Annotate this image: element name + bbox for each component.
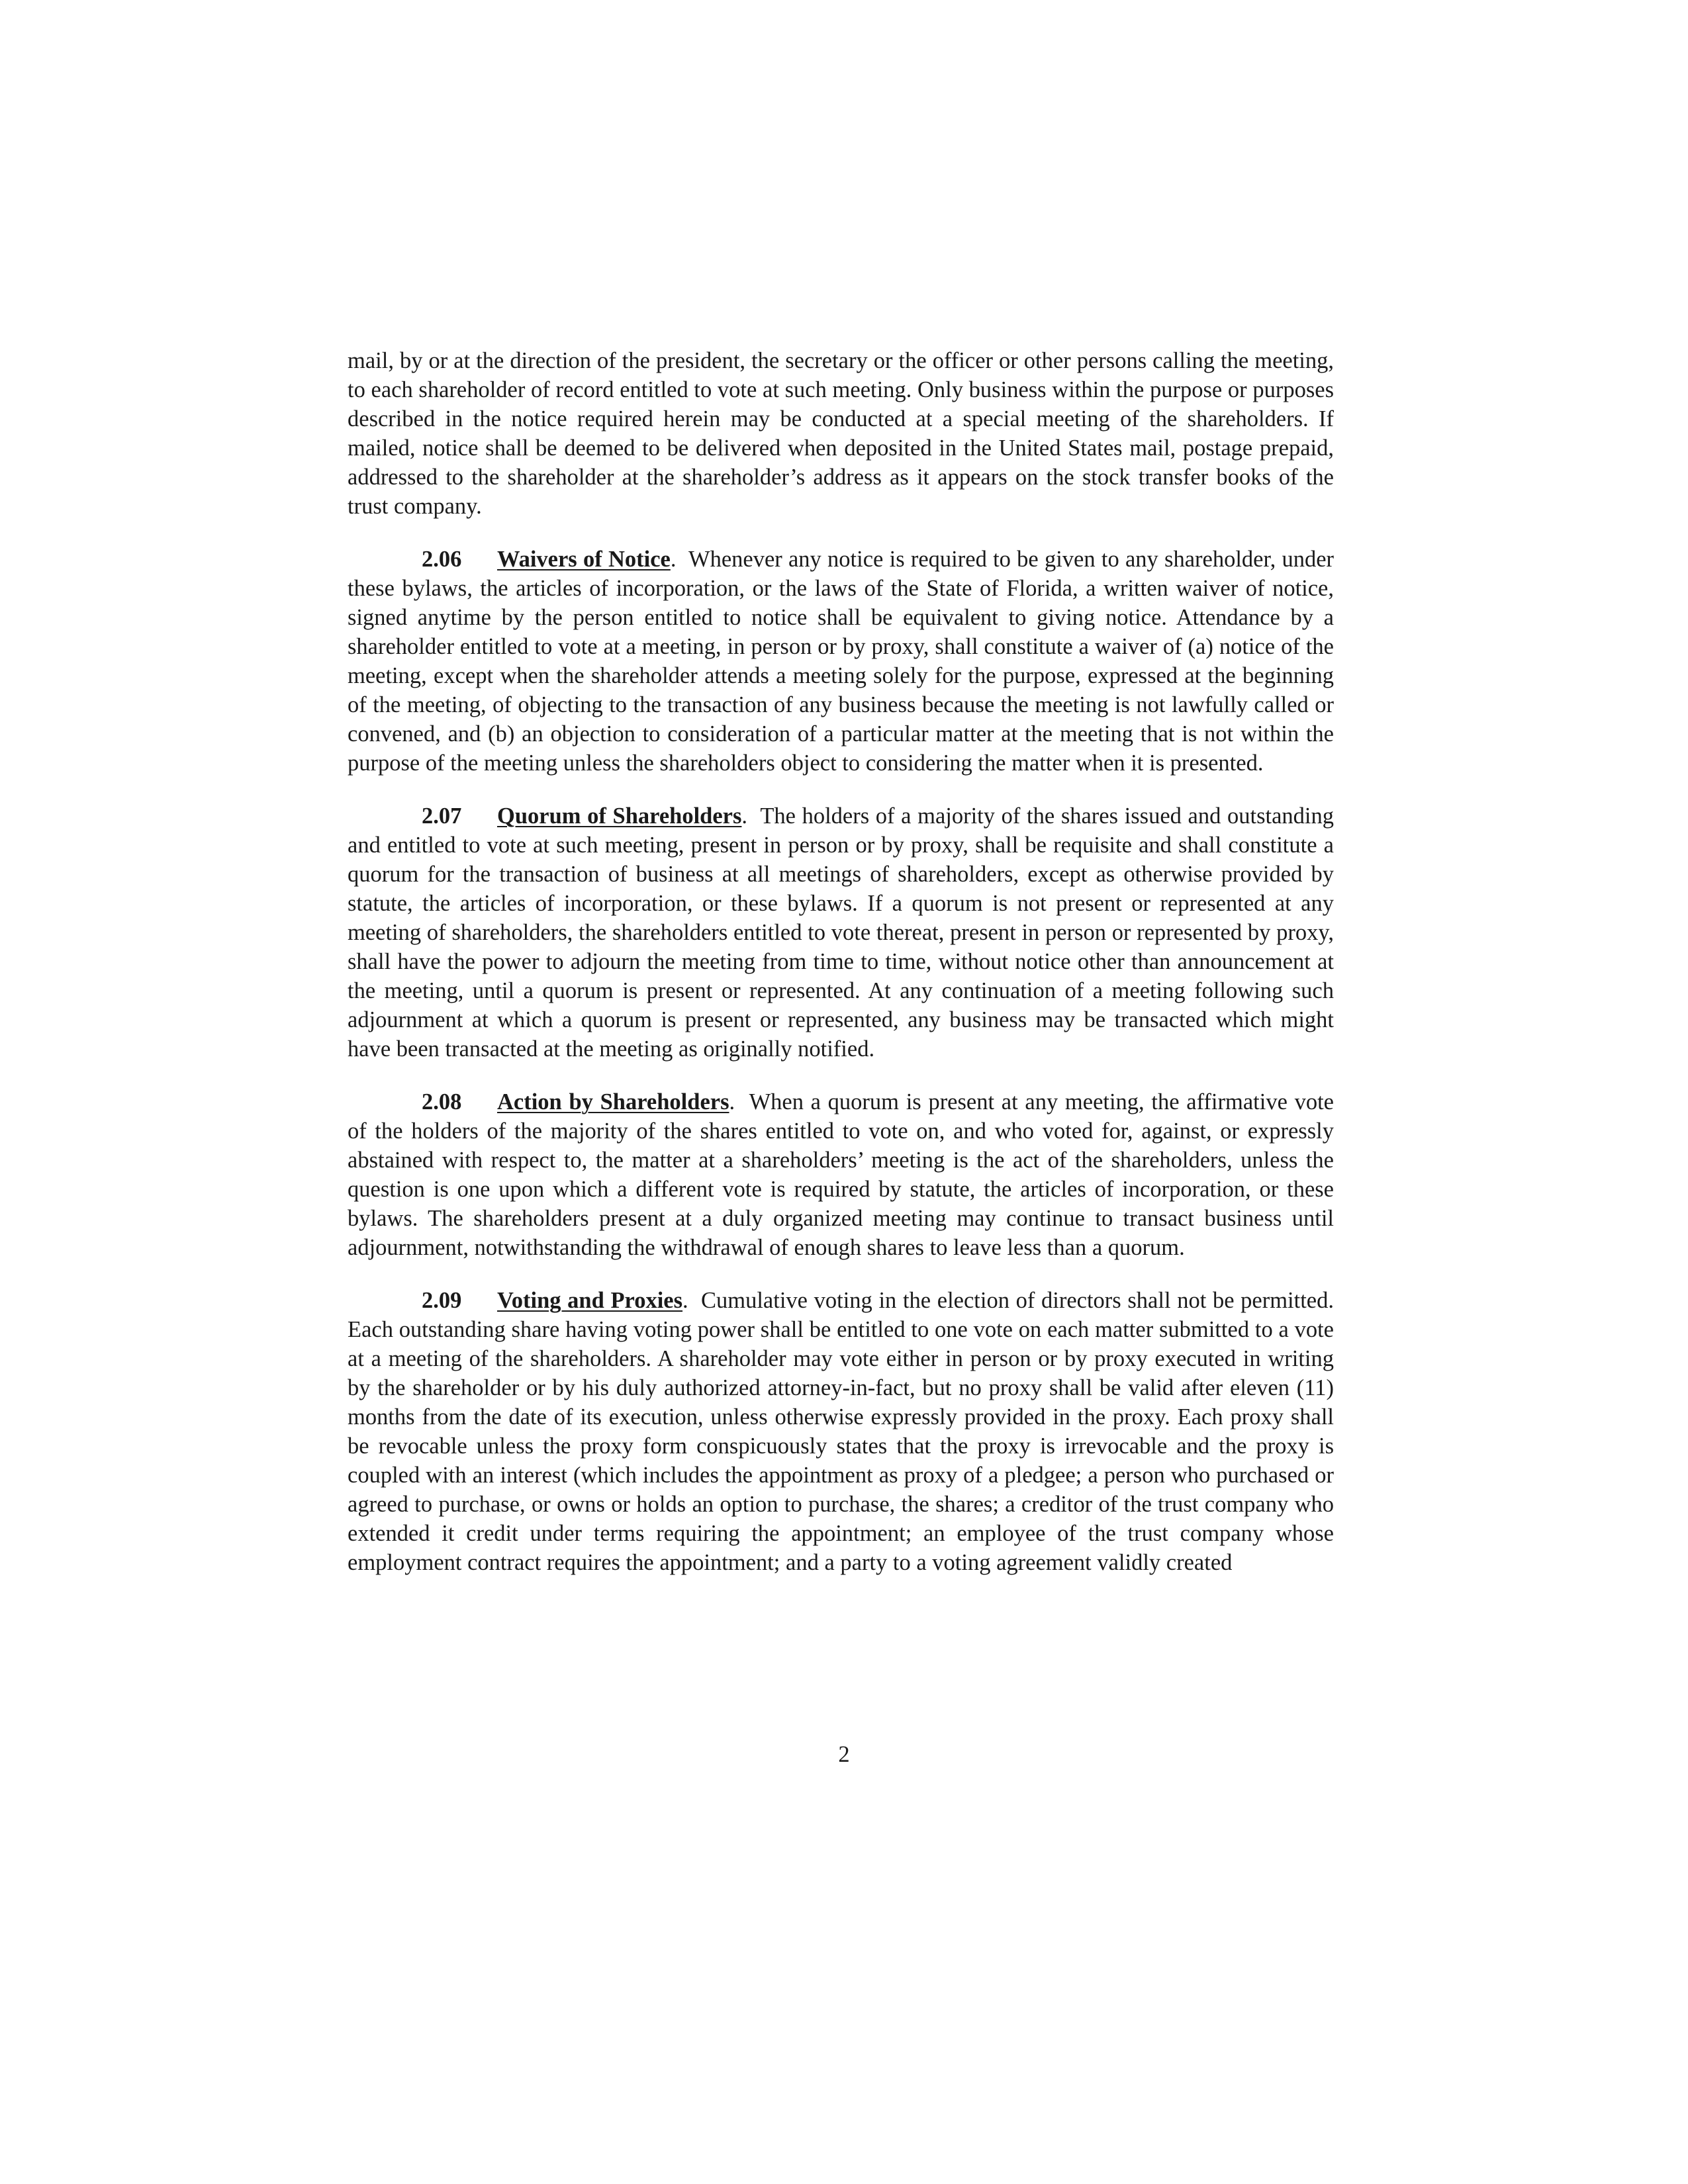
section-2-07 — [348, 801, 1334, 1064]
section-2-09 — [348, 1286, 1334, 1577]
section-number: 2.06 — [422, 547, 462, 572]
document-body — [348, 346, 1334, 1601]
section-title: Quorum of Shareholders — [497, 803, 742, 829]
section-2-08 — [348, 1087, 1334, 1262]
section-title: Voting and Proxies — [497, 1288, 683, 1313]
section-number: 2.09 — [422, 1288, 462, 1313]
section-title: Action by Shareholders — [497, 1089, 729, 1115]
continuation-paragraph: mail, by or at the direction of the president, the secretary or the officer or other persons calling the meeting, to each shareholder of record entitled to vote at such meeting. Only business within the purpose or purposes described in the notice required herein may be conducted at a special meeting of the shareholders. If mailed, notice shall be deemed to be delivered when deposited in the United States mail, postage prepaid, addressed to the shareholder at the shareholder’s address as it appears on the stock transfer books of the trust company. — [348, 348, 1334, 519]
title-period: . — [670, 547, 677, 572]
section-body: The holders of a majority of the shares issued and outstanding and entitled to vote at such meeting, present in person or by proxy, shall be requisite and shall constitute a quorum for the transaction of business at all meetings of shareholders, except as otherwise provided by statute, the articles of incorporation, or these bylaws. If a quorum is not present or represented at any meeting of shareholders, the shareholders entitled to vote thereat, present in person or represented by proxy, shall have the power to adjourn the meeting from time to time, without notice other than announcement at the meeting, until a quorum is present or represented. At any continuation of a meeting following such adjournment at which a quorum is present or represented, any business may be transacted which might have been transacted at the meeting as originally notified. — [348, 803, 1335, 1062]
section-2-06 — [348, 545, 1334, 778]
title-period: . — [741, 803, 748, 829]
title-period: . — [729, 1089, 735, 1115]
page-number: 2 — [838, 1742, 850, 1767]
section-body: Whenever any notice is required to be given to any shareholder, under these bylaws, the articles of incorporation, or the laws of the State of Florida, a written waiver of notice, signed anytime by the person entitled to notice shall be equivalent to giving notice. Attendance by a shareholder entitled to vote at a meeting, in person or by proxy, shall constitute a waiver of (a) notice of the meeting, except when the shareholder attends a meeting solely for the purpose, expressed at the beginning of the meeting, of objecting to the transaction of any business because the meeting is not lawfully called or convened, and (b) an objection to consideration of a particular matter at the meeting that is not within the purpose of the meeting unless the shareholders object to considering the matter when it is presented. — [348, 547, 1335, 776]
section-body: Cumulative voting in the election of directors shall not be permitted. Each outstanding share having voting power shall be entitled to one vote on each matter submitted to a vote at a meeting of the shareholders. A shareholder may vote either in person or by proxy executed in writing by the shareholder or by his duly authorized attorney-in-fact, but no proxy shall be valid after eleven (11) months from the date of its execution, unless otherwise expressly provided in the proxy. Each proxy shall be revocable unless the proxy form conspicuously states that the proxy is irrevocable and the proxy is coupled with an interest (which includes the appointment as proxy of a pledgee; a person who purchased or agreed to purchase, or owns or holds an option to purchase, the shares; a creditor of the trust company who extended it credit under terms requiring the appointment; an employee of the trust company whose employment contract requires the appointment; and a party to a voting agreement validly created — [348, 1288, 1334, 1575]
section-title: Waivers of Notice — [497, 547, 671, 572]
section-number: 2.08 — [422, 1089, 462, 1115]
section-number: 2.07 — [422, 803, 462, 829]
section-body: When a quorum is present at any meeting, the affirmative vote of the holders of the majority of the shares entitled to vote on, and who voted for, against, or expressly abstained with respect to, the matter at a shareholders’ meeting is the act of the shareholders, unless the question is one upon which a different vote is required by statute, the articles of incorporation, or these bylaws. The shareholders present at a duly organized meeting may continue to transact business until adjournment, notwithstanding the withdrawal of enough shares to leave less than a quorum. — [348, 1089, 1334, 1260]
title-period: . — [682, 1288, 688, 1313]
